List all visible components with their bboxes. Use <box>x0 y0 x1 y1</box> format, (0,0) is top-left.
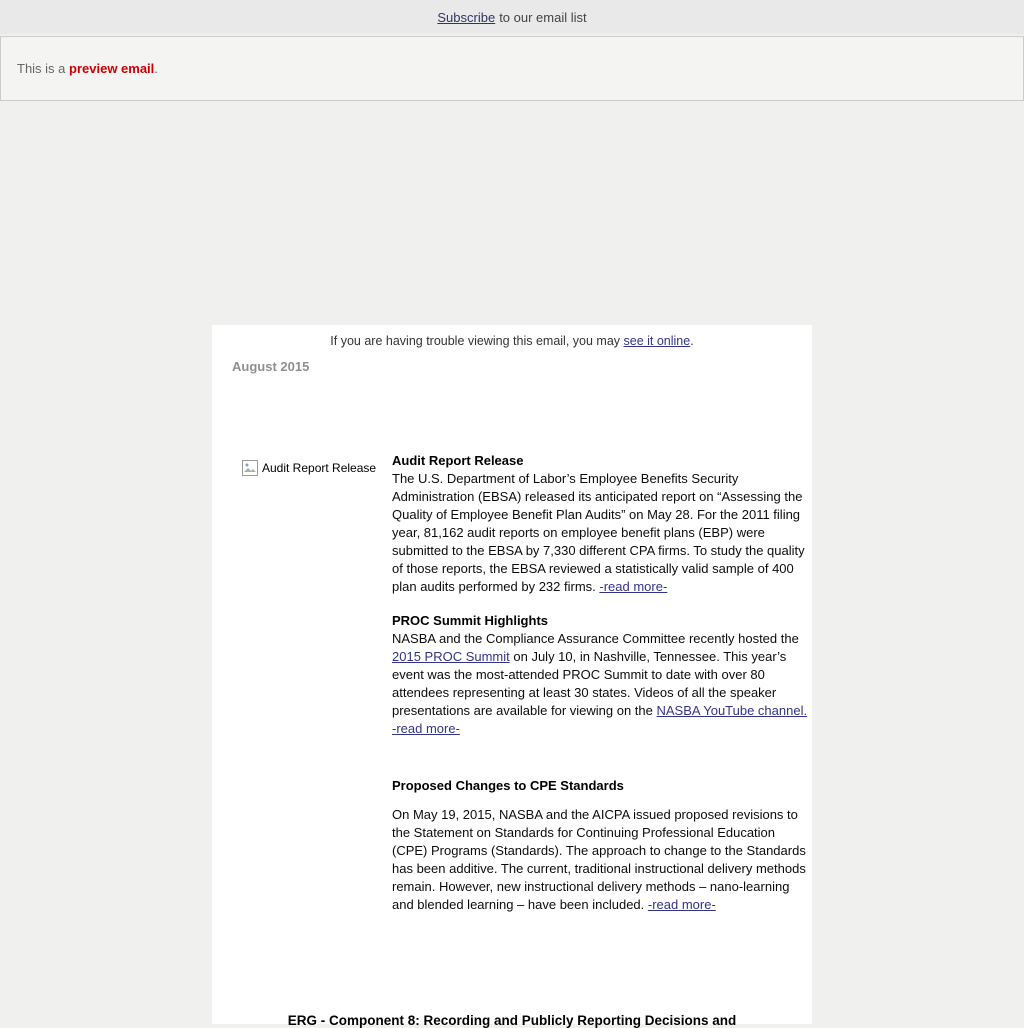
article-text: NASBA and the Compliance Assurance Committee recently hosted the <box>392 631 799 646</box>
read-more-link[interactable]: -read more- <box>599 579 668 594</box>
articles-column <box>392 452 808 914</box>
issue-date: August 2015 <box>232 359 310 374</box>
article-body <box>392 470 808 596</box>
read-more-link[interactable]: -read more- <box>647 897 716 912</box>
subscribe-link[interactable]: Subscribe <box>437 9 496 25</box>
broken-image-icon <box>242 461 258 476</box>
email-body <box>212 325 812 1028</box>
view-online-suffix: . <box>690 334 694 348</box>
article-text: The U.S. Department of Labor’s Employee Benefits Security Administration (EBSA) released its anticipated report on “Assessing the Quality of Employee Benefit Plan Audits” on May 28. For the 2011 filing year, 81,162 audit reports on employee benefit plans (EBP) were submitted to the EBSA by 7,330 different CPA firms. To study the quality of those reports, the EBSA reviewed a statistically valid sample of 400 plan audits performed by 232 firms. <box>392 471 805 594</box>
nasba-youtube-link[interactable]: NASBA YouTube channel. <box>656 703 808 718</box>
proc-summit-link[interactable]: 2015 PROC Summit <box>392 649 510 664</box>
article-body <box>392 630 808 738</box>
read-more-link[interactable]: -read more- <box>392 721 460 736</box>
article-audit-report <box>392 452 808 596</box>
article-title: Proposed Changes to CPE Standards <box>392 778 624 793</box>
preview-banner-text <box>17 61 158 76</box>
erg-section-heading: ERG - Component 8: Recording and Publicly Reporting Decisions and <box>287 1013 737 1028</box>
article-title: Audit Report Release <box>392 453 524 468</box>
article-body <box>392 806 808 914</box>
view-online-line <box>212 325 812 348</box>
content-row <box>212 452 812 914</box>
preview-banner <box>0 36 1024 101</box>
see-it-online-link[interactable]: see it online <box>623 334 691 348</box>
preview-suffix: . <box>154 61 158 76</box>
article-text: On May 19, 2015, NASBA and the AICPA issued proposed revisions to the Statement on Standards for Continuing Professional Education (CPE) Programs (Standards). The approach to change to the Standards has been additive. The current, traditional instructional delivery methods remain. However, new instructional delivery methods – nano-learning and blended learning – have been included. <box>392 807 806 912</box>
view-online-prefix: If you are having trouble viewing this email, you may <box>330 334 624 348</box>
article-proc-summit <box>392 612 808 738</box>
preview-highlight: preview email <box>69 61 155 76</box>
left-column <box>222 452 392 914</box>
subscribe-bar <box>0 0 1024 34</box>
subscribe-bar-text: to our email list <box>499 9 587 25</box>
article-cpe-standards <box>392 777 808 914</box>
article-text: on July 10, in Nashville, Tennessee. This year’s event was the most-attended PROC Summit to date with over 80 attendees representing at least 30 states. Videos of all the speaker presentations are available for viewing on the <box>392 649 787 718</box>
broken-image <box>242 461 392 476</box>
broken-image-alt: Audit Report Release <box>262 461 377 475</box>
article-title: PROC Summit Highlights <box>392 613 548 628</box>
preview-prefix: This is a <box>17 61 70 76</box>
